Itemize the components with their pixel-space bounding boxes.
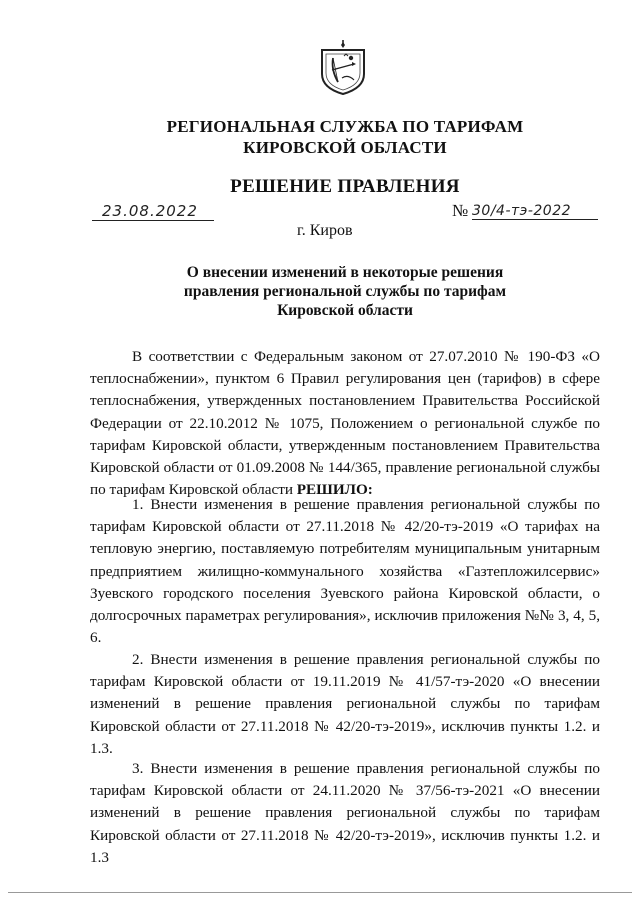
decided-word: РЕШИЛО:	[296, 481, 373, 499]
subject-line3: Кировской области	[277, 302, 413, 319]
item-2-text: 2. Внести изменения в решение правления региональной службы по тарифам Кировской области от 19.11.2019 № 41/57-тэ-2020 «О внесении изменений в решение правления региональной службы по тарифам Кировской области от 27.11.2018 № 42/20-тэ-2019», исключив пункты 1.2. и 1.3.	[90, 651, 600, 757]
number-label: №	[452, 201, 469, 220]
item-2-paragraph	[90, 649, 600, 760]
item-1-text: 1. Внести изменения в решение правления региональной службы по тарифам Кировской области от 27.11.2018 № 42/20-тэ-2019 «О тарифах на тепловую энергию, поставляемую потребителям муниципальным унитарным предприятием жилищно-коммунального хозяйства «Газтепложилсервис» Зуевского городского поселения Зуевского района Кировской области, о долгосрочных параметрах регулирования», исключив приложения №№ 3, 4, 5, 6.	[90, 496, 600, 647]
organization-name-line1: РЕГИОНАЛЬНАЯ СЛУЖБА ПО ТАРИФАМ	[166, 117, 524, 136]
document-type-title: РЕШЕНИЕ ПРАВЛЕНИЯ	[230, 176, 460, 197]
item-3-paragraph	[90, 758, 600, 869]
kirov-coat-of-arms-icon	[318, 40, 368, 96]
subject-line1: О внесении изменений в некоторые решения	[186, 264, 504, 281]
item-1-paragraph	[90, 494, 600, 649]
page-bottom-divider	[8, 892, 632, 893]
city: г. Киров	[297, 222, 353, 239]
organization-name-line2: КИРОВСКОЙ ОБЛАСТИ	[243, 138, 447, 157]
item-3-text: 3. Внести изменения в решение правления региональной службы по тарифам Кировской области от 24.11.2020 № 37/56-тэ-2021 «О внесении изменений в решение правления региональной службы по тарифам Кировской области от 27.11.2018 № 42/20-тэ-2019», исключив пункты 1.2. и 1.3	[90, 760, 600, 866]
preamble-paragraph	[90, 346, 600, 501]
document-subject	[170, 263, 520, 320]
handwritten-document-number: 30/4-тэ-2022	[472, 203, 598, 220]
preamble-text: В соответствии с Федеральным законом от 27.07.2010 № 190-ФЗ «О теплоснабжении», пунктом 6 Правил регулирования цен (тарифов) в сфере теплоснабжения, утвержденных постановлением Правительства Российской Федерации от 22.10.2012 № 1075, Положением о региональной службе по тарифам Кировской области, утвержденным постановлением Правительства Кировской области от 01.09.2008 № 144/365, правление региональной службы по тарифам Кировской области	[90, 348, 600, 499]
handwritten-date: 23.08.2022	[92, 202, 214, 221]
subject-line2: правления региональной службы по тарифам	[183, 283, 507, 300]
